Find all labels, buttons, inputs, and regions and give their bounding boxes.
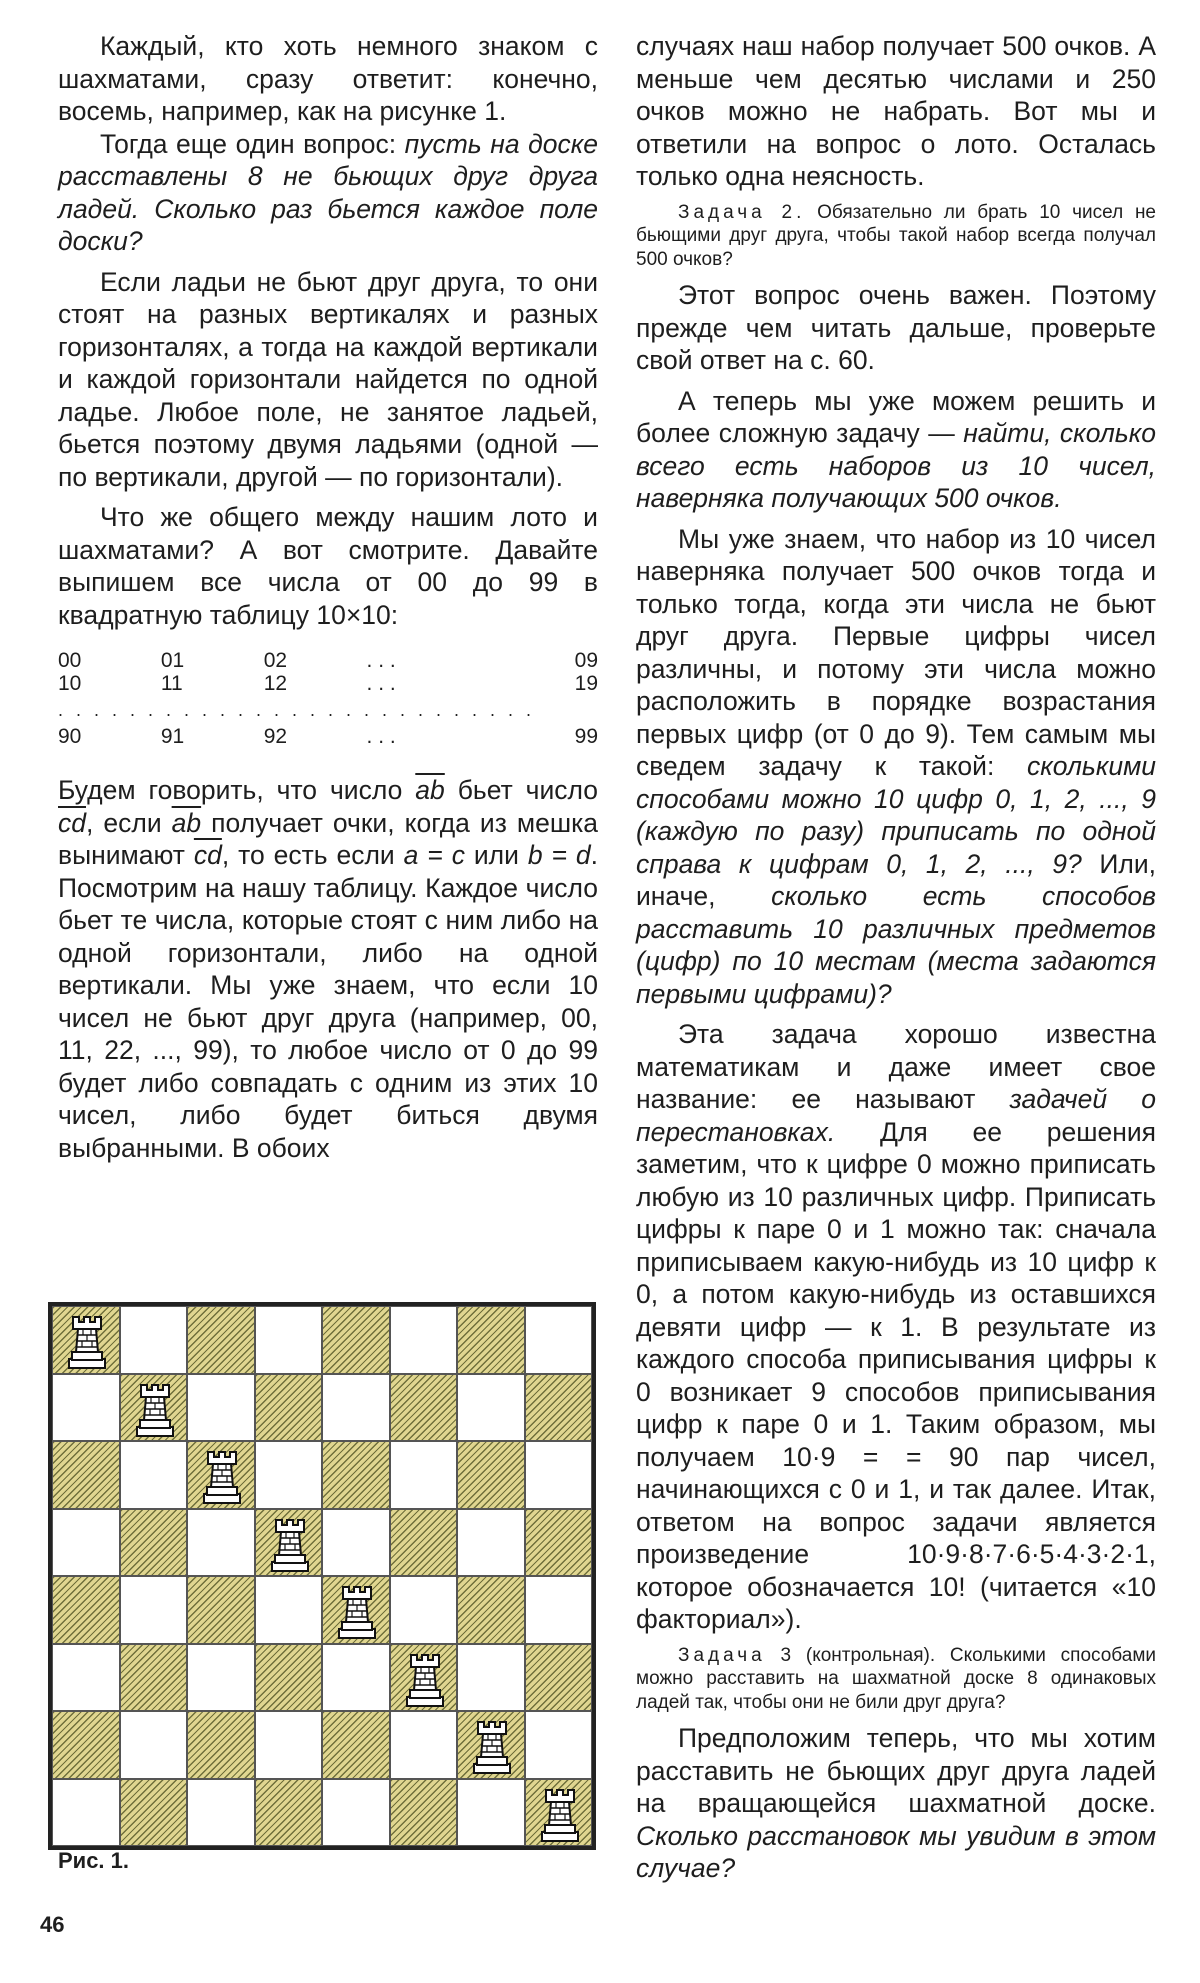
light-square (120, 1711, 188, 1779)
light-square (120, 1441, 188, 1509)
cell: 99 (574, 725, 598, 748)
cell: 10 (58, 672, 82, 695)
light-square (457, 1644, 525, 1712)
text: Предположим теперь, что мы хотим расставить не бьющих друг друга ладей на вращающейся шахматной доске. (636, 1723, 1156, 1818)
dark-square (322, 1306, 390, 1374)
dark-square (120, 1509, 188, 1577)
light-square (187, 1509, 255, 1577)
light-square (457, 1779, 525, 1847)
cell: 19 (574, 672, 598, 695)
dark-square (390, 1644, 458, 1712)
rook-icon (135, 1381, 175, 1437)
light-square (322, 1509, 390, 1577)
table-row (58, 725, 598, 748)
text: Будем говорить, что число (58, 775, 416, 805)
overline-ab: $\overline{ab}$ (415, 775, 445, 805)
text: , то есть если (221, 840, 404, 870)
chessboard (48, 1302, 596, 1850)
text: Обязательно ли брать 10 чисел не бьющими друг друга, чтобы такой набор всегда получал 500 очков? (636, 201, 1156, 270)
dark-square (52, 1306, 120, 1374)
rook-icon (472, 1718, 512, 1774)
text: Эта задача хорошо известна математикам и даже имеет свое название: ее называют (636, 1019, 1156, 1114)
dark-square (52, 1711, 120, 1779)
light-square (457, 1374, 525, 1442)
rook-icon (67, 1313, 107, 1369)
dark-square (322, 1711, 390, 1779)
cell: . . . (366, 649, 396, 672)
cell: 11 (160, 672, 183, 695)
text: 3 (контрольная). Сколькими способами можно расставить на шахматной доске 8 одинаковых ладей так, чтобы они не били друг друга? (636, 1644, 1156, 1713)
overline-ab: $\overline{ab}$ (171, 807, 202, 838)
dark-square (52, 1576, 120, 1644)
light-square (187, 1644, 255, 1712)
italic-text: задачей о перестановках. (636, 1084, 1156, 1147)
light-square (120, 1306, 188, 1374)
light-square (52, 1779, 120, 1847)
cell: 12 (263, 672, 288, 695)
dark-square (120, 1779, 188, 1847)
left-column (58, 30, 598, 1164)
italic-text: сколькими способами можно 10 цифр 0, 1, 2, ..., 9 (каждую по разу) приписать по одной справа к цифрам 0, 1, 2, ..., 9? (636, 751, 1156, 879)
light-square (390, 1576, 458, 1644)
dark-square (322, 1576, 390, 1644)
light-square (255, 1576, 323, 1644)
dark-square (187, 1576, 255, 1644)
paragraph (58, 774, 598, 1164)
dark-square (255, 1509, 323, 1577)
text: . Посмотрим на нашу таблицу. Каждое число бьет те числа, которые стоят с ним либо на одной горизонтали, либо на одной вертикали. Мы уже знаем, что если 10 чисел не бьют друг друга (например, 00, 11, 22, ..., 99), то любое число от 0 до 99 будет либо совпадать с одним из этих 10 чисел, либо будет биться двумя выбранными. В обоих (58, 840, 599, 1163)
dark-square (187, 1306, 255, 1374)
light-square (255, 1711, 323, 1779)
text: Мы уже знаем, что набор из 10 чисел наверняка получает 500 очков тогда и только тогда, когда эти числа не бьют друг друга. Первые цифры чисел различны, и потому эти числа можно расположить в порядке возрастания первых цифр (от 0 до 9). Тем самым мы сведем задачу к такой: (636, 523, 1156, 781)
question-italic: пусть на доске расставлены 8 не бьющих друг друга ладей. Сколько раз бьется каждое поле доски? (58, 128, 598, 256)
text: Или, иначе, (636, 848, 1157, 911)
text: Для ее решения заметим, что к цифре 0 можно приписать любую из 10 различных цифр. Приписать цифры к паре 0 и 1 можно так: сначала приписываем какую-нибудь из 10 цифр к 0, а потом какую-нибудь из оставшихся девяти цифр — к 1. В результате из каждого способа приписывания цифры к 0 возникает 9 способов приписывания цифр к паре 0 и 1. Таким образом, мы получаем 10·9 = = 90 пар чисел, начинающихся с 0 и 1, и так далее. Итак, ответом на вопрос задачи является произведение 10·9·8·7·6·5·4·3·2·1, которое обозначается 10! (читается «10 факториал»). (636, 1116, 1156, 1634)
light-square (525, 1576, 593, 1644)
task-3 (636, 1644, 1156, 1715)
text: получает очки, когда из мешка вынимают (58, 807, 598, 870)
dark-square (525, 1374, 593, 1442)
figure-caption: Рис. 1. (58, 1848, 130, 1873)
light-square (525, 1441, 593, 1509)
cell: 02 (263, 649, 288, 672)
paragraph (58, 128, 598, 258)
light-square (322, 1644, 390, 1712)
task-label: Задача (678, 1644, 766, 1666)
light-square (52, 1509, 120, 1577)
dark-square (322, 1441, 390, 1509)
dark-square (52, 1441, 120, 1509)
cell: . . . (366, 725, 396, 748)
dark-square (187, 1441, 255, 1509)
equation: b = d (527, 840, 591, 870)
cell: 90 (58, 725, 82, 748)
light-square (525, 1306, 593, 1374)
dots-row: ........................... (58, 700, 545, 720)
rook-icon (337, 1583, 377, 1639)
light-square (525, 1711, 593, 1779)
dark-square (255, 1374, 323, 1442)
text: бьет число (444, 775, 598, 805)
text: , если (86, 807, 172, 838)
task-label: Задача 2. (678, 201, 806, 223)
paragraph: случаях наш набор получает 500 очков. А меньше чем десятью числами и 250 очков можно не набрать. Вот мы и ответили на вопрос о лото. Осталась только одна неясность. (636, 31, 1156, 191)
light-square (390, 1711, 458, 1779)
light-square (322, 1374, 390, 1442)
text: Тогда еще один вопрос: (100, 128, 405, 159)
cell: . . . (366, 672, 396, 695)
dark-square (390, 1374, 458, 1442)
number-table (58, 649, 598, 748)
table-row (58, 672, 598, 695)
task-2 (636, 201, 1156, 272)
cell: 91 (160, 725, 185, 748)
italic-text: Сколько расстановок мы увидим в этом случае? (636, 1820, 1156, 1883)
light-square (52, 1644, 120, 1712)
light-square (120, 1576, 188, 1644)
dark-square (390, 1509, 458, 1577)
page-number: 46 (40, 1912, 65, 1937)
text: или (464, 840, 528, 870)
cell: 01 (160, 649, 185, 672)
table-row (58, 695, 598, 725)
italic-text: найти, сколько всего есть наборов из 10 чисел, наверняка получающих 500 очков. (636, 418, 1156, 513)
light-square (187, 1374, 255, 1442)
dark-square (187, 1711, 255, 1779)
dark-square (457, 1576, 525, 1644)
paragraph (636, 1722, 1156, 1885)
light-square (52, 1374, 120, 1442)
dark-square (255, 1644, 323, 1712)
cell: 92 (263, 725, 288, 748)
paragraph: Этот вопрос очень важен. Поэтому прежде чем читать дальше, проверьте свой ответ на с. 60. (636, 280, 1156, 375)
dark-square (120, 1374, 188, 1442)
cell: 00 (58, 649, 82, 672)
dark-square (390, 1779, 458, 1847)
light-square (322, 1779, 390, 1847)
dark-square (457, 1306, 525, 1374)
cell: 09 (574, 649, 598, 672)
italic-text: сколько есть способов расставить 10 различных предметов (цифр) по 10 местам (места задаются первыми цифрами)? (636, 881, 1156, 1009)
dark-square (525, 1644, 593, 1712)
dark-square (457, 1441, 525, 1509)
dark-square (525, 1509, 593, 1577)
table-row (58, 649, 598, 672)
paragraph: Каждый, кто хоть немного знаком с шахматами, сразу ответит: конечно, восемь, например, как на рисунке 1. (58, 31, 598, 126)
light-square (390, 1441, 458, 1509)
text: А теперь мы уже можем решить и более сложную задачу — (636, 385, 1156, 448)
paragraph: Если ладьи не бьют друг друга, то они стоят на разных вертикалях и разных горизонталях, а тогда на каждой вертикали и каждой горизонтали найдется по одной ладье. Любое поле, не занятое ладьей, бьется поэтому двумя ладьями (одной — по вертикали, другой — по горизонтали). (58, 266, 598, 492)
paragraph (636, 385, 1156, 515)
rook-icon (405, 1651, 445, 1707)
light-square (390, 1306, 458, 1374)
paragraph (636, 523, 1156, 1011)
light-square (255, 1441, 323, 1509)
dark-square (525, 1779, 593, 1847)
rook-icon (202, 1448, 242, 1504)
equation: a = c (403, 840, 465, 870)
light-square (255, 1306, 323, 1374)
right-column (636, 30, 1156, 1885)
overline-cd: $\overline{cd}$ (58, 807, 86, 838)
paragraph: Что же общего между нашим лото и шахматами? А вот смотрите. Давайте выпишем все числа от 00 до 99 в квадратную таблицу 10×10: (58, 502, 598, 630)
rook-icon (540, 1786, 580, 1842)
light-square (187, 1779, 255, 1847)
dark-square (457, 1711, 525, 1779)
dark-square (120, 1644, 188, 1712)
overline-cd: $\overline{cd}$ (193, 840, 222, 870)
light-square (457, 1509, 525, 1577)
paragraph (636, 1018, 1156, 1636)
dark-square (255, 1779, 323, 1847)
rook-icon (270, 1516, 310, 1572)
